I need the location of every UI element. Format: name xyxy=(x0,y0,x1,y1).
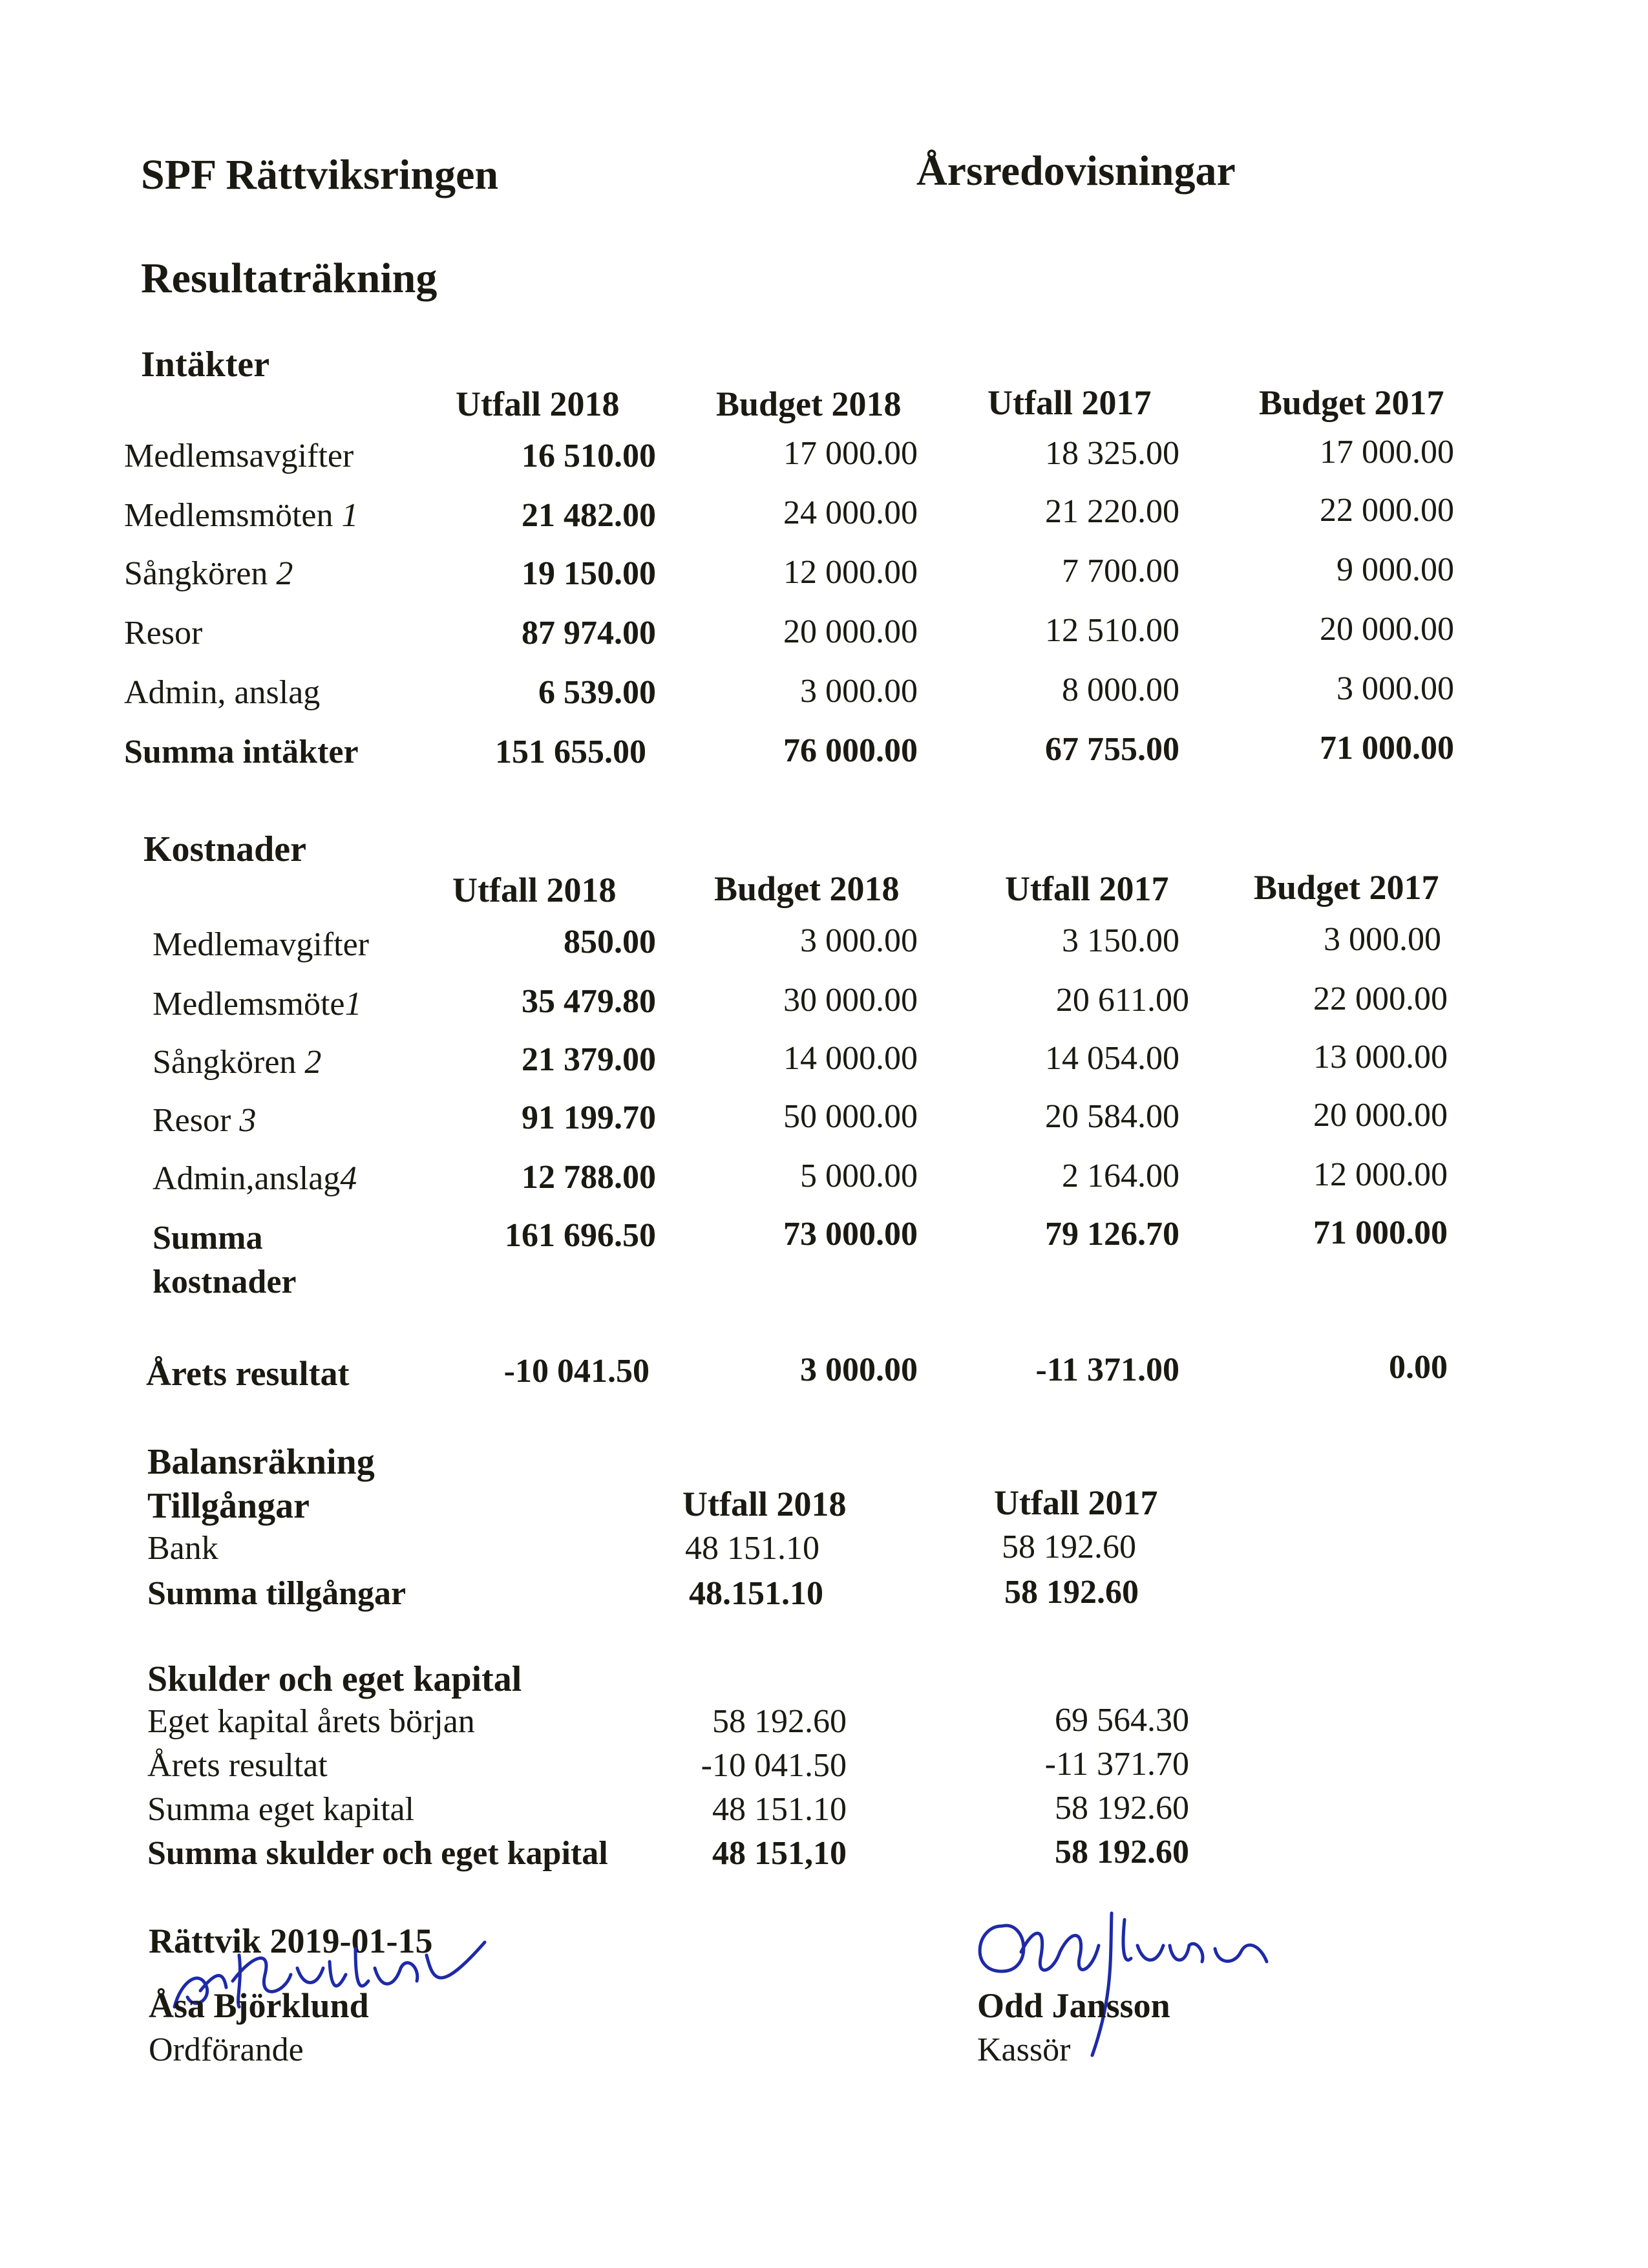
value-utfall-2018: 19 150.00 xyxy=(522,555,656,592)
row-label: Årets resultat xyxy=(146,1354,350,1393)
value-budget-2018: 3 000.00 xyxy=(800,673,918,710)
total-utfall-2018: 161 696.50 xyxy=(505,1217,656,1254)
value-utfall-2017: 14 054.00 xyxy=(1045,1040,1179,1077)
value-utfall-2018: 21 379.00 xyxy=(522,1041,656,1078)
value-budget-2018: 14 000.00 xyxy=(783,1040,918,1077)
total-utfall-2017: 79 126.70 xyxy=(1045,1216,1179,1253)
row-label: Medlemavgifter xyxy=(153,926,369,963)
value-budget-2017: 13 000.00 xyxy=(1313,1039,1448,1076)
row-label-line2: kostnader xyxy=(153,1264,297,1300)
value-utfall-2018: 48 151.10 xyxy=(712,1791,847,1828)
tillgangar-label: Tillgångar xyxy=(147,1486,310,1526)
row-label: Medlemsavgifter xyxy=(124,438,354,474)
value-utfall-2018: 850.00 xyxy=(564,924,656,960)
value-budget-2018: 17 000.00 xyxy=(783,435,918,472)
value-utfall-2018: 87 974.00 xyxy=(522,615,656,652)
total-budget-2018: 73 000.00 xyxy=(783,1216,918,1253)
value-budget-2018: 20 000.00 xyxy=(783,613,918,650)
col-header-budget-2018: Budget 2018 xyxy=(716,385,902,423)
value-utfall-2017: 69 564.30 xyxy=(1055,1702,1189,1739)
value-utfall-2018: 6 539.00 xyxy=(538,674,656,711)
value-budget-2017: 12 000.00 xyxy=(1313,1156,1448,1193)
total-budget-2017: 71 000.00 xyxy=(1320,730,1454,767)
value-utfall-2017: 7 700.00 xyxy=(1062,553,1179,589)
value-utfall-2018: 16 510.00 xyxy=(522,438,656,474)
value-utfall-2017: -11 371.70 xyxy=(1044,1746,1189,1783)
value-utfall-2018: 91 199.70 xyxy=(522,1099,656,1136)
row-label: Summa tillgångar xyxy=(147,1575,407,1612)
value-utfall-2017: 2 164.00 xyxy=(1062,1158,1179,1194)
row-label: Bank xyxy=(147,1530,218,1567)
summa-skulder-2017: 58 192.60 xyxy=(1055,1834,1189,1871)
result-budget-2017: 0.00 xyxy=(1389,1349,1448,1386)
value-utfall-2018: -10 041.50 xyxy=(701,1747,847,1784)
value-budget-2017: 17 000.00 xyxy=(1320,434,1454,471)
row-label: Eget kapital årets början xyxy=(147,1703,475,1740)
value-utfall-2018: 12 788.00 xyxy=(522,1159,656,1196)
signer2-name: Odd Jansson xyxy=(977,1986,1170,2025)
row-label: Sångkören 2 xyxy=(153,1044,322,1081)
resultat-title: Resultaträkning xyxy=(141,255,438,302)
row-label: Admin, anslag xyxy=(124,674,321,711)
bal-col-utfall-2018: Utfall 2018 xyxy=(682,1485,847,1523)
summa-tillgangar-2018: 48.151.10 xyxy=(689,1575,823,1612)
result-budget-2018: 3 000.00 xyxy=(800,1351,918,1388)
row-label-line1: Summa xyxy=(153,1220,263,1256)
value-budget-2018: 30 000.00 xyxy=(783,982,918,1019)
value-utfall-2018: 21 482.00 xyxy=(522,497,656,534)
value-utfall-2017: 20 584.00 xyxy=(1045,1098,1179,1135)
col-header-budget-2017: Budget 2017 xyxy=(1254,868,1439,907)
result-utfall-2017: -11 371.00 xyxy=(1035,1351,1179,1388)
signer1-role: Ordförande xyxy=(149,2031,304,2068)
total-budget-2018: 76 000.00 xyxy=(783,732,918,769)
signer1-name: Åsa Björklund xyxy=(149,1986,369,2025)
value-budget-2017: 3 000.00 xyxy=(1324,921,1441,958)
value-utfall-2017: 20 611.00 xyxy=(1055,982,1189,1019)
value-budget-2018: 24 000.00 xyxy=(783,494,918,531)
row-label: Sångkören 2 xyxy=(124,555,293,592)
value-budget-2018: 3 000.00 xyxy=(800,922,918,959)
kostnader-title: Kostnader xyxy=(143,829,306,869)
value-budget-2018: 12 000.00 xyxy=(783,554,918,591)
row-label: Summa intäkter xyxy=(124,734,359,770)
value-utfall-2017: 21 220.00 xyxy=(1045,493,1179,530)
bank-utfall-2017: 58 192.60 xyxy=(1002,1529,1136,1565)
value-budget-2018: 50 000.00 xyxy=(783,1098,918,1135)
value-utfall-2017: 3 150.00 xyxy=(1062,922,1179,959)
row-label: Resor xyxy=(124,615,203,652)
value-budget-2018: 5 000.00 xyxy=(800,1158,918,1194)
total-budget-2017: 71 000.00 xyxy=(1313,1214,1448,1251)
row-label: Admin,anslag4 xyxy=(153,1160,357,1197)
value-budget-2017: 9 000.00 xyxy=(1336,551,1454,588)
document-title: Årsredovisningar xyxy=(916,147,1236,195)
place-date: Rättvik 2019-01-15 xyxy=(149,1922,433,1960)
row-label: Resor 3 xyxy=(153,1102,257,1139)
row-label: Medlemsmöten 1 xyxy=(124,497,359,534)
balans-title: Balansräkning xyxy=(147,1442,375,1482)
value-budget-2017: 22 000.00 xyxy=(1313,980,1448,1017)
value-budget-2017: 22 000.00 xyxy=(1320,492,1454,529)
value-utfall-2017: 18 325.00 xyxy=(1045,435,1179,472)
org-name: SPF Rättviksringen xyxy=(141,151,499,198)
row-label: Årets resultat xyxy=(147,1747,328,1784)
value-budget-2017: 20 000.00 xyxy=(1320,611,1454,648)
intakter-title: Intäkter xyxy=(141,344,270,385)
signer2-role: Kassör xyxy=(977,2031,1071,2068)
bal-col-utfall-2017: Utfall 2017 xyxy=(994,1483,1158,1522)
value-utfall-2017: 8 000.00 xyxy=(1062,672,1179,708)
col-header-utfall-2018: Utfall 2018 xyxy=(456,385,620,423)
value-utfall-2017: 58 192.60 xyxy=(1055,1790,1189,1827)
bank-utfall-2018: 48 151.10 xyxy=(685,1530,819,1567)
value-budget-2017: 20 000.00 xyxy=(1313,1097,1448,1134)
summa-tillgangar-2017: 58 192.60 xyxy=(1004,1574,1139,1611)
row-label: Summa skulder och eget kapital xyxy=(147,1835,608,1872)
total-utfall-2017: 67 755.00 xyxy=(1045,731,1179,768)
row-label: Summa eget kapital xyxy=(147,1791,415,1828)
col-header-budget-2017: Budget 2017 xyxy=(1259,383,1444,422)
col-header-budget-2018: Budget 2018 xyxy=(714,869,900,908)
col-header-utfall-2017: Utfall 2017 xyxy=(988,383,1152,422)
skulder-title: Skulder och eget kapital xyxy=(147,1659,522,1699)
value-budget-2017: 3 000.00 xyxy=(1336,670,1454,707)
row-label: Medlemsmöte1 xyxy=(153,986,362,1023)
value-utfall-2018: 58 192.60 xyxy=(712,1703,847,1740)
total-utfall-2018: 151 655.00 xyxy=(495,734,646,770)
summa-skulder-2018: 48 151,10 xyxy=(712,1835,847,1872)
col-header-utfall-2018: Utfall 2018 xyxy=(452,871,617,909)
value-utfall-2018: 35 479.80 xyxy=(522,983,656,1020)
value-utfall-2017: 12 510.00 xyxy=(1045,612,1179,649)
result-utfall-2018: -10 041.50 xyxy=(503,1353,650,1390)
col-header-utfall-2017: Utfall 2017 xyxy=(1005,869,1169,908)
